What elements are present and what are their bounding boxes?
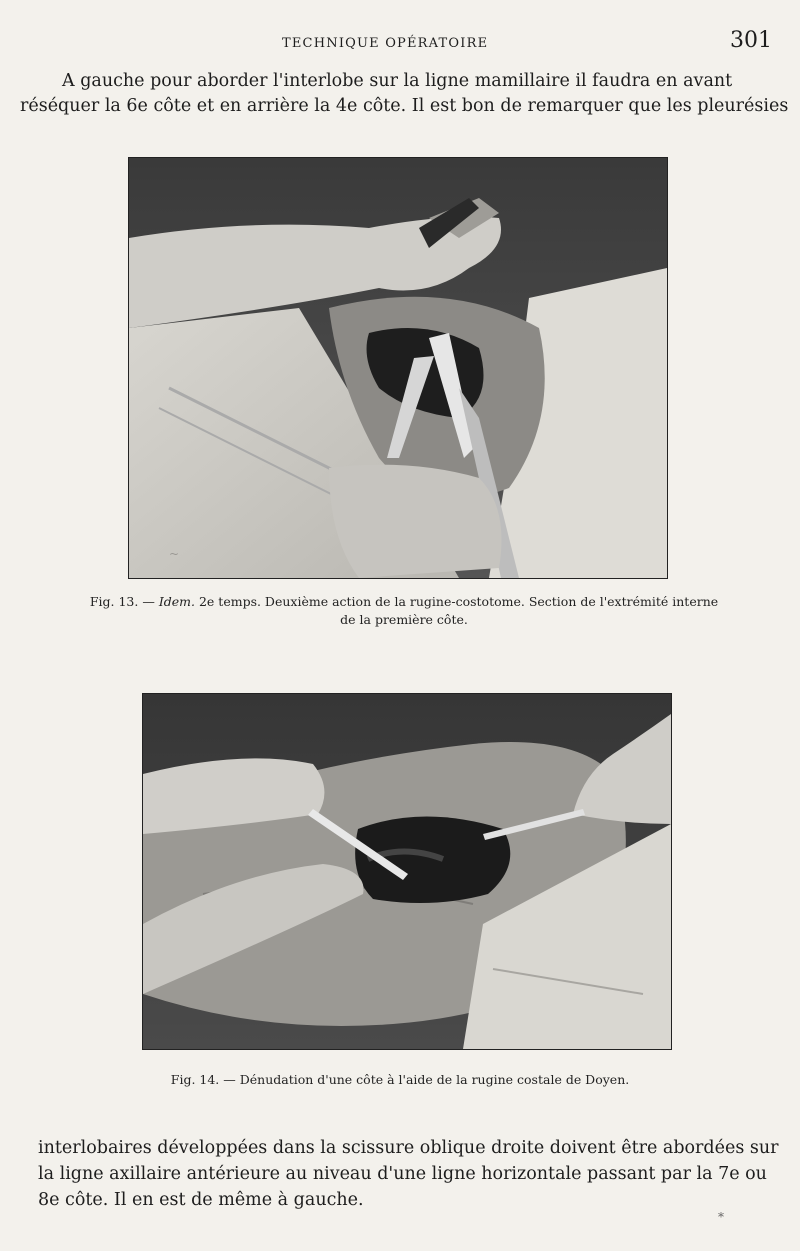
figure-13-idem: Idem. [158,594,195,609]
figure-13-caption [28,593,780,629]
figure-13-caption-line-1: 2e temps. Deuxième action de la rugine-costotome. Section de l'extrémité interne [198,594,719,609]
figure-14-illustration [143,694,671,1049]
svg-text:~: ~ [169,547,180,561]
figure-13-caption-line-2: de la première côte. [340,612,468,627]
page-number: 301 [730,28,772,53]
paragraph-top-line-2: réséquer la 6e côte et en arrière la 4e côte. Il est bon de remarquer que les pleurésies [20,96,789,116]
paragraph-bottom-line-1: interlobaires développées dans la scissure oblique droite doivent être abordées sur [38,1138,779,1158]
paragraph-bottom-line-2: la ligne axillaire antérieure au niveau d'une ligne horizontale passant par la 7e ou [38,1164,767,1184]
figure-13-photo [128,157,668,579]
paragraph-top-line-1: A gauche pour aborder l'interlobe sur la ligne mamillaire il faudra en avant [62,71,733,91]
figure-14-caption: Fig. 14. — Dénudation d'une côte à l'aide de la rugine costale de Doyen. [170,1072,630,1087]
figure-13-label: Fig. 13. — [89,594,155,609]
footer-mark: * [718,1210,724,1224]
paragraph-bottom [38,1135,790,1213]
figure-14-photo [142,693,672,1050]
paragraph-bottom-line-3: 8e côte. Il en est de même à gauche. [38,1190,364,1210]
paragraph-top [20,69,789,119]
figure-13-illustration [129,158,667,578]
running-head [0,28,800,56]
running-title: TECHNIQUE OPÉRATOIRE [282,36,489,51]
